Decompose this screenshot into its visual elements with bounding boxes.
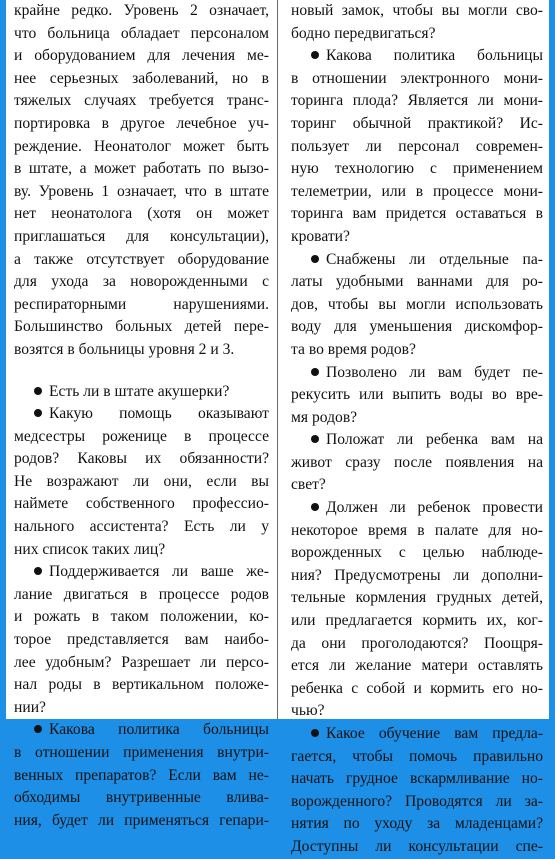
text-line: торинг обычной практикой? Ис-	[291, 114, 543, 132]
text-line: приглашаться для консультации),	[14, 227, 269, 245]
bullet-icon	[311, 435, 319, 443]
bullet-question	[291, 429, 543, 452]
text-line: Доступны ли консультации спе-	[291, 837, 543, 855]
bullet-question	[14, 561, 269, 584]
bullet-question	[14, 381, 269, 404]
text-line: свет?	[291, 476, 326, 494]
bullet-icon	[34, 387, 42, 395]
text-line: нал роды в вертикальном положе-	[14, 676, 269, 694]
question-text: Есть ли в штате акушерки?	[49, 382, 230, 400]
text-line: в отношении применения внутри-	[14, 744, 269, 761]
text-line: и оборудованием для лечения ме-	[14, 47, 269, 65]
text-line: ется ли желание матери оставлять	[291, 657, 543, 675]
text-line: ву. Уровень 1 означает, что в штате	[14, 182, 269, 200]
text-line: нии?	[14, 698, 46, 716]
bullet-icon	[34, 409, 42, 417]
text-line: тельные кормления грудных детей,	[291, 589, 543, 607]
column-divider	[277, 0, 278, 719]
text-line: венных препаратов? Если вам не-	[14, 766, 269, 784]
text-line: ную технологию с применением	[291, 160, 543, 178]
bullet-question	[291, 497, 543, 520]
text-line: ворожденного? Проводятся ли за-	[291, 792, 543, 810]
text-line: обходимы внутривенные влива-	[14, 789, 269, 807]
text-line: живот сразу после появления на	[291, 453, 543, 471]
text-line: ворожденных с целью наблюде-	[291, 544, 543, 562]
text-line: или предлагается кормить их, ког-	[291, 612, 543, 630]
text-line: наймете собственного профессио-	[14, 495, 269, 513]
bullet-question	[14, 403, 269, 426]
text-line: ния? Предусмотрены ли дополни-	[291, 566, 543, 584]
text-line: реждение. Неонатолог может быть	[14, 137, 269, 155]
text-line: портировка в другое лечебное уч-	[14, 114, 269, 132]
text-line: нее серьезных заболеваний, но в	[14, 69, 269, 87]
text-line: нятия по уходу за младенцами?	[291, 815, 543, 833]
question-text: Позволено ли вам будет пе-	[326, 363, 543, 381]
text-line: Большинство больных детей пере-	[14, 318, 269, 336]
bullet-question	[291, 249, 543, 272]
text-line: чью?	[291, 702, 325, 720]
text-line: в штате, а может работать по вызо-	[14, 160, 269, 178]
text-line: воду для уменьшения дискомфор-	[291, 318, 543, 336]
text-line: телеметрии, или в процессе мони-	[291, 182, 543, 200]
question-text: Какова политика больницы	[49, 721, 269, 739]
question-text: Какова политика больницы	[326, 47, 543, 65]
bullet-icon	[311, 51, 319, 59]
text-line: пользует ли персонал современ-	[291, 137, 543, 155]
text-line: рекусить или выпить воды во вре-	[291, 386, 543, 404]
text-line: что больница обладает персоналом	[14, 24, 269, 42]
text-line: мя родов?	[291, 408, 358, 426]
text-line: в отношении электронного мони-	[291, 69, 543, 87]
text-line: возятся в больницы уровня 2 и 3.	[14, 340, 235, 358]
bullet-icon	[34, 725, 42, 733]
book-page	[6, 0, 549, 855]
bullet-icon	[311, 503, 319, 511]
text-line: ребенка с собой и кормить его но-	[291, 679, 543, 697]
text-line: некоторое время в палате для но-	[291, 521, 543, 539]
bullet-icon	[311, 729, 319, 737]
bullet-icon	[311, 255, 319, 263]
text-line: нального ассистента? Есть ли у	[14, 518, 269, 536]
question-text: Положат ли ребенка вам на	[326, 431, 543, 449]
text-line: крайне редко. Уровень 2 означает,	[14, 2, 269, 19]
text-line: респираторными нарушениями.	[14, 295, 269, 313]
question-text: Какое обучение вам предла-	[326, 725, 543, 742]
text-line: ния, будет ли применяться гепари-	[14, 811, 269, 829]
text-line: та во время родов?	[291, 340, 416, 358]
question-text: Должен ли ребенок провести	[326, 499, 543, 517]
bullet-icon	[34, 567, 42, 575]
text-line: лание двигаться в процессе родов	[14, 585, 269, 603]
text-line: новый замок, чтобы вы могли сво-	[291, 2, 543, 19]
text-line: гается, чтобы помочь правильно	[291, 747, 543, 765]
text-line: латы удобными ваннами для ро-	[291, 273, 543, 291]
text-line: торое представляется вам наибо-	[14, 631, 269, 649]
text-line: начать грудное вскармливание но-	[291, 770, 543, 788]
text-line: них список таких лиц?	[14, 540, 166, 558]
bullet-question	[291, 723, 543, 746]
question-text: Поддерживается ли ваше же-	[49, 563, 269, 581]
text-line: и рожать в таком положении, ко-	[14, 608, 269, 626]
bullet-icon	[311, 368, 319, 376]
text-line: бодно передвигаться?	[291, 24, 436, 42]
text-line: да они проголодаются? Поощря-	[291, 634, 543, 652]
text-line: медсестры роженице в процессе	[14, 427, 269, 445]
question-text: Снабжены ли отдельные па-	[326, 250, 543, 268]
text-line: кровати?	[291, 227, 350, 245]
text-line: а также отсутствует оборудование	[14, 250, 269, 268]
text-line: нет неонатолога (хотя он может	[14, 205, 269, 223]
bullet-question	[14, 719, 269, 742]
question-text: Какую помощь оказывают	[49, 405, 269, 423]
text-line: тяжелых случаях требуется транс-	[14, 92, 269, 110]
left-text-column	[14, 0, 269, 829]
right-text-column	[291, 0, 543, 855]
bullet-question	[291, 362, 543, 385]
text-line: торинга плода? Является ли мони-	[291, 92, 543, 110]
text-line: дов, чтобы вы могли использовать	[291, 295, 543, 313]
text-line: для ухода за новорожденными с	[14, 273, 269, 291]
text-line: лее удобным? Разрешает ли персо-	[14, 653, 269, 671]
text-line: Не возражают ли они, если вы	[14, 472, 269, 490]
text-line: торинга вам придется оставаться в	[291, 205, 543, 223]
text-line: родов? Каковы их обязанности?	[14, 450, 269, 468]
bullet-question	[291, 45, 543, 68]
